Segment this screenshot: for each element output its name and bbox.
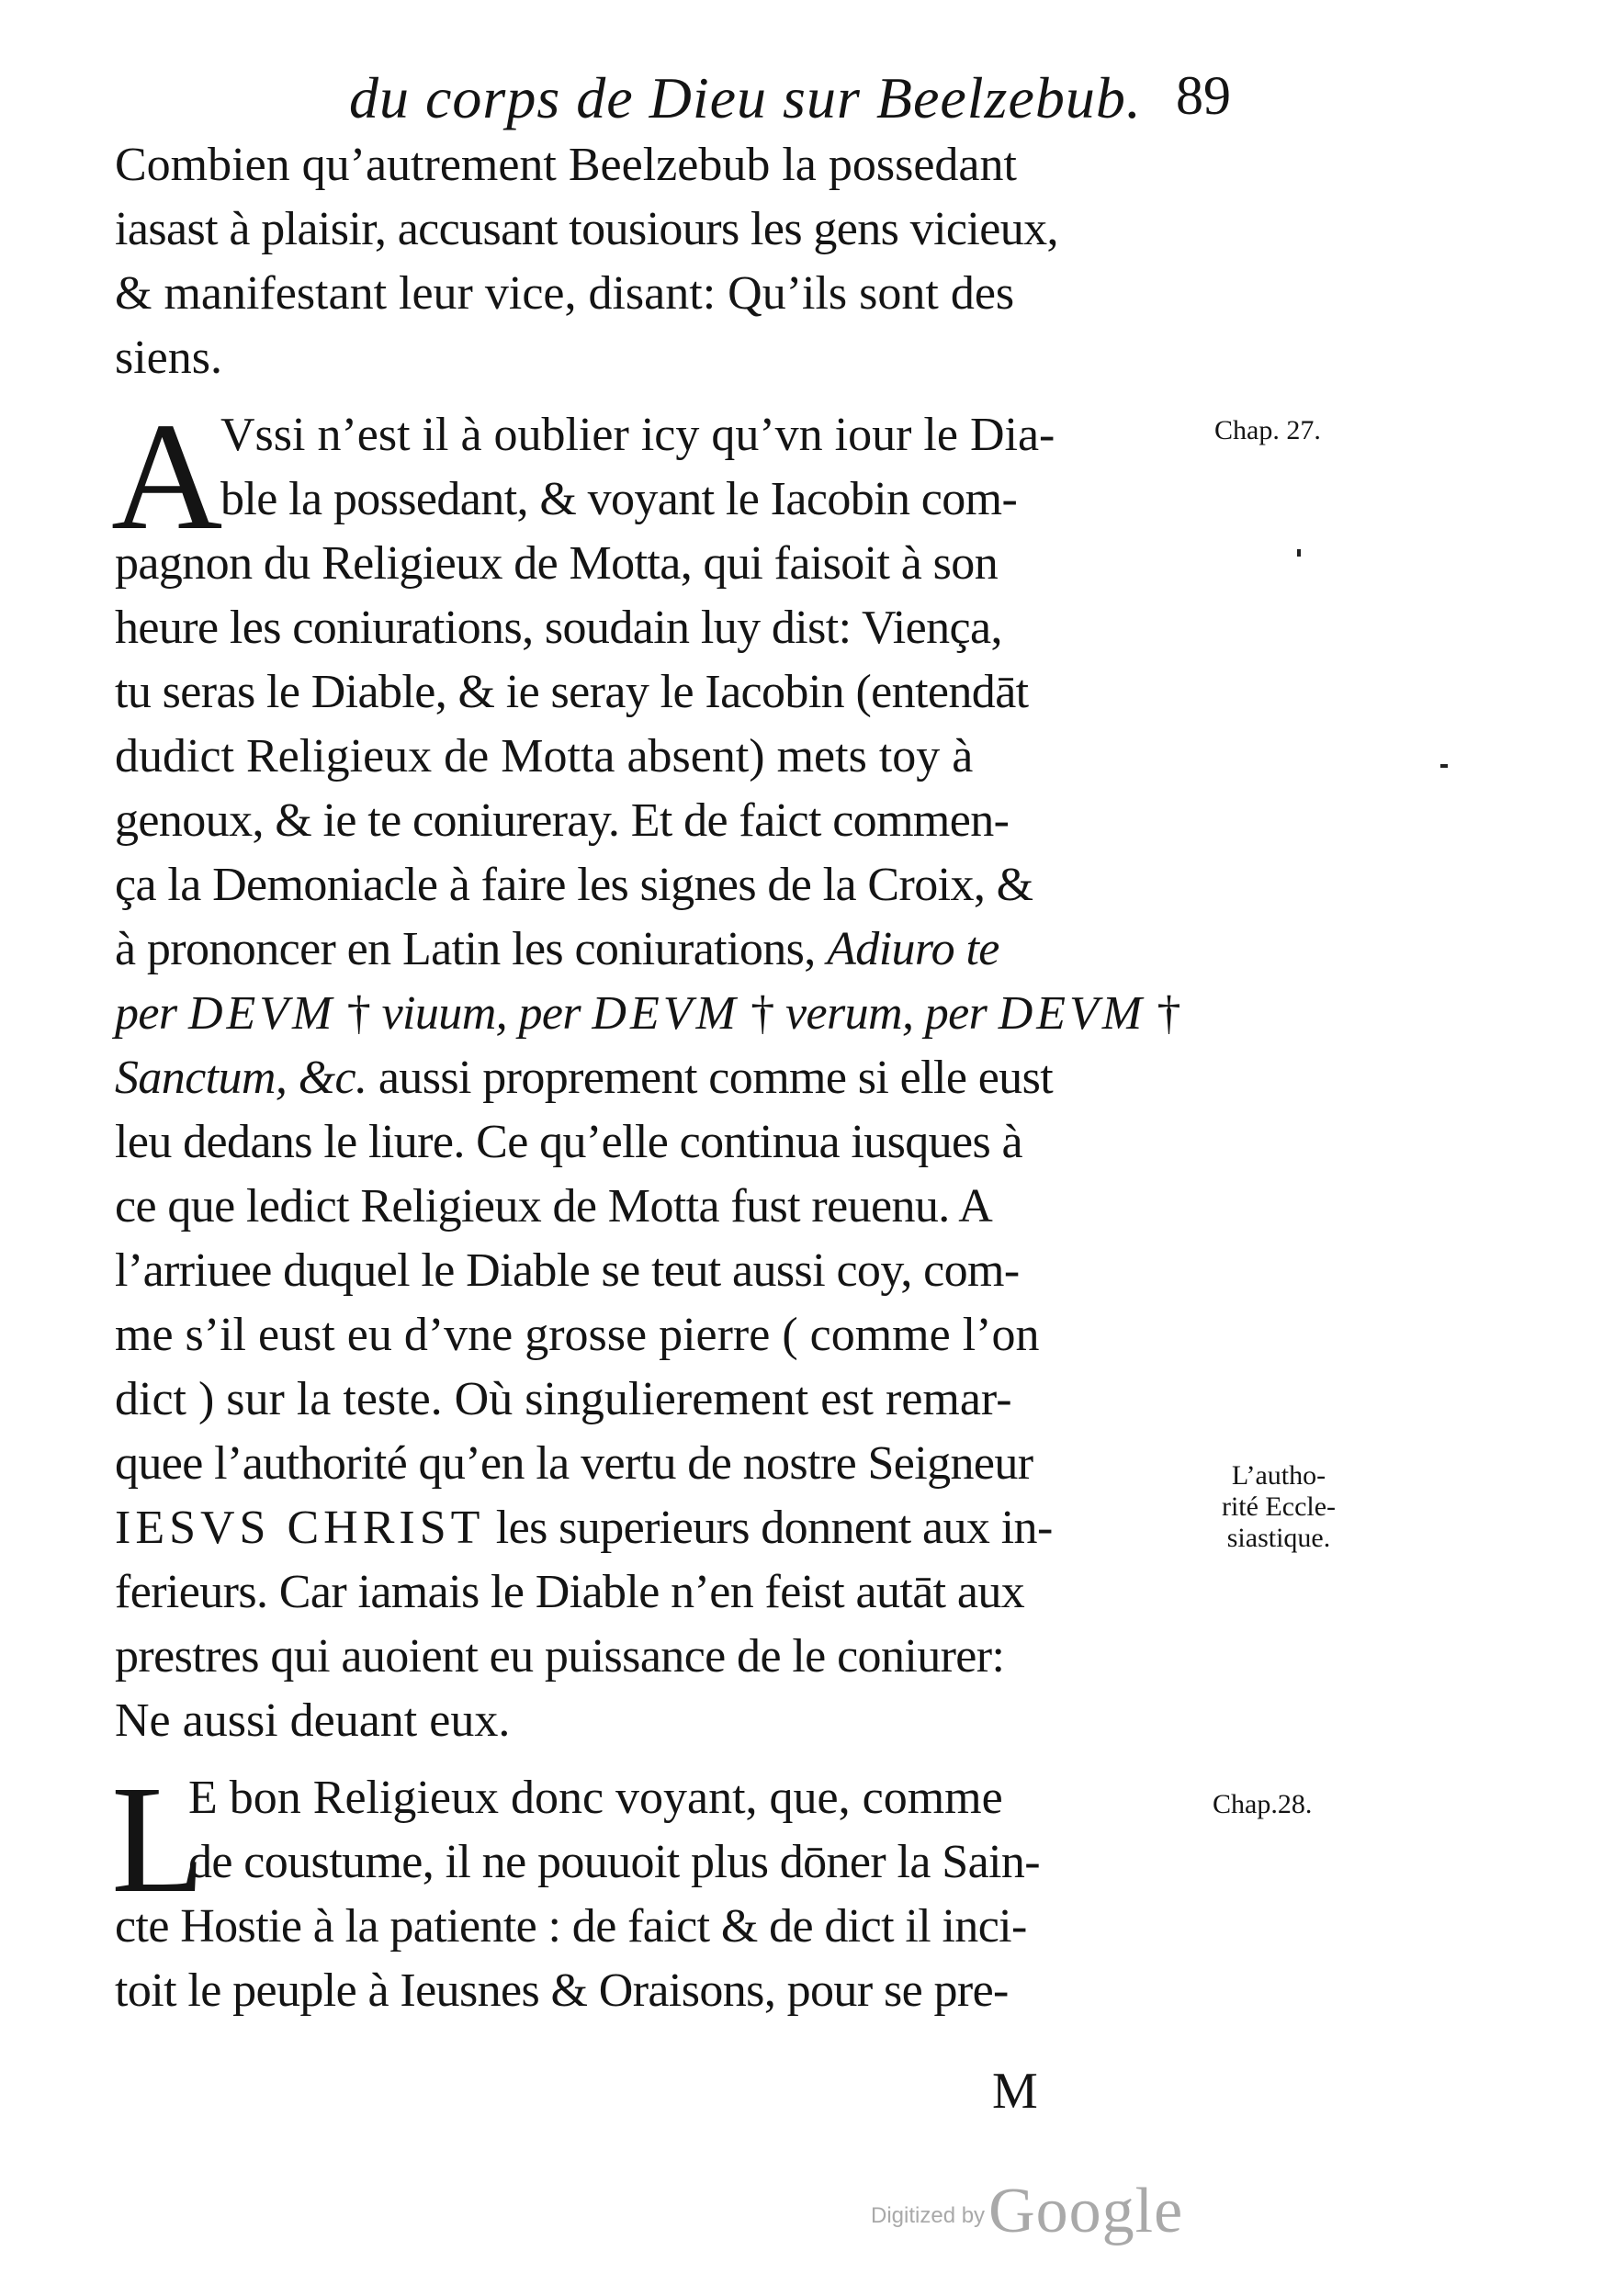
text-line: & manifestant leur vice, disant: Qu’ils sont des — [115, 267, 1015, 320]
text-line: siens. — [115, 332, 222, 384]
text-line: E bon Religieux donc voyant, que, comme — [188, 1772, 1003, 1824]
text-line — [115, 1496, 1208, 1560]
text-line: ferieurs. Car iamais le Diable n’en feist autāt aux — [115, 1566, 1025, 1618]
text-line: prestres qui auoient eu puissance de le coniurer: — [115, 1630, 1005, 1683]
text-line: genoux, & ie te coniureray. Et de faict commen- — [115, 794, 1010, 847]
paragraph-chap28 — [111, 1754, 1208, 2023]
digitized-watermark — [871, 2175, 1183, 2248]
text-line: iasast à plaisir, accusant tousiours les gens vicieux, — [115, 203, 1058, 255]
body-text — [111, 133, 1208, 2023]
text-line: leu dedans le liure. Ce qu’elle continua iusques à — [115, 1116, 1023, 1168]
text-line: de coustume, il ne pouuoit plus dōner la Sain- — [188, 1836, 1041, 1888]
small-caps-name: IESVS CHRIST — [115, 1502, 485, 1554]
margin-note-line: L’autho- — [1231, 1460, 1326, 1491]
watermark-prefix: Digitized by — [871, 2203, 986, 2228]
signature-mark: M — [992, 2063, 1038, 2120]
page-header — [349, 64, 1231, 138]
text-line: Combien qu’autrement Beelzebub la possedant — [115, 139, 1017, 191]
drop-cap: A — [111, 391, 223, 562]
text-line: tu seras le Diable, & ie seray le Iacobin (entendāt — [115, 666, 1029, 718]
text-line: quee l’authorité qu’en la vertu de nostre Seigneur — [115, 1437, 1033, 1490]
text-line — [115, 1046, 1208, 1110]
latin-text: per — [518, 987, 581, 1040]
latin-text: Adiuro te — [827, 923, 999, 975]
cross-symbol: † — [346, 987, 371, 1040]
running-head: du corps de Dieu sur Beelzebub. — [349, 65, 1142, 130]
latin-text: viuum, — [381, 987, 508, 1040]
latin-text: Sanctum, &c. — [115, 1052, 367, 1104]
text-line: ce que ledict Religieux de Motta fust reuenu. A — [115, 1180, 993, 1232]
latin-text: per — [115, 987, 177, 1040]
latin-small-caps: DEVM — [998, 987, 1146, 1040]
cross-symbol: † — [1157, 987, 1180, 1040]
google-logo: Google — [988, 2176, 1184, 2246]
text-line: dudict Religieux de Motta absent) mets toy à — [115, 730, 974, 782]
page-number: 89 — [1176, 65, 1231, 126]
text-line: l’arriuee duquel le Diable se teut aussi coy, com- — [115, 1244, 1020, 1297]
latin-small-caps: DEVM — [592, 987, 739, 1040]
latin-line — [115, 982, 1208, 1046]
text-line: dict ) sur la teste. Où singulierement est remar- — [115, 1373, 1012, 1425]
text-line: ça la Demoniacle à faire les signes de la Croix, & — [115, 859, 1033, 911]
text-line: pagnon du Religieux de Motta, qui faisoit à son — [115, 537, 999, 590]
text-line — [115, 917, 1208, 982]
margin-note-chap27: Chap. 27. — [1214, 415, 1321, 445]
margin-note-chap28: Chap.28. — [1213, 1789, 1313, 1819]
text-line: toit le peuple à Ieusnes & Oraisons, pour se pre- — [115, 1964, 1009, 2017]
cross-symbol: † — [751, 987, 774, 1040]
margin-note-line: rité Eccle- — [1221, 1491, 1337, 1522]
text-segment: aussi proprement comme si elle eust — [367, 1052, 1054, 1104]
text-line: Vssi n’est il à oublier icy qu’vn iour le Dia- — [220, 409, 1055, 461]
text-line: heure les coniurations, soudain luy dist: Viença, — [115, 602, 1002, 654]
paragraph-chap27 — [111, 391, 1208, 1753]
ink-speck — [1440, 764, 1448, 768]
margin-note-authorite — [1196, 1460, 1361, 1554]
text-line: Ne aussi deuant eux. — [115, 1694, 511, 1747]
ink-speck — [1297, 549, 1301, 557]
text-line: cte Hostie à la patiente : de faict & de dict il inci- — [115, 1900, 1027, 1953]
latin-text: verum, — [785, 987, 914, 1040]
drop-cap: L — [111, 1754, 206, 1925]
latin-text: per — [924, 987, 988, 1040]
margin-note-line: siastique. — [1226, 1523, 1331, 1553]
latin-small-caps: DEVM — [187, 987, 336, 1040]
text-segment: à prononcer en Latin les coniurations, — [115, 923, 816, 975]
text-line: ble la possedant, & voyant le Iacobin com- — [220, 473, 1018, 525]
text-line: me s’il eust eu d’vne grosse pierre ( comme l’on — [115, 1309, 1040, 1361]
text-segment: les superieurs donnent aux in- — [484, 1502, 1053, 1554]
